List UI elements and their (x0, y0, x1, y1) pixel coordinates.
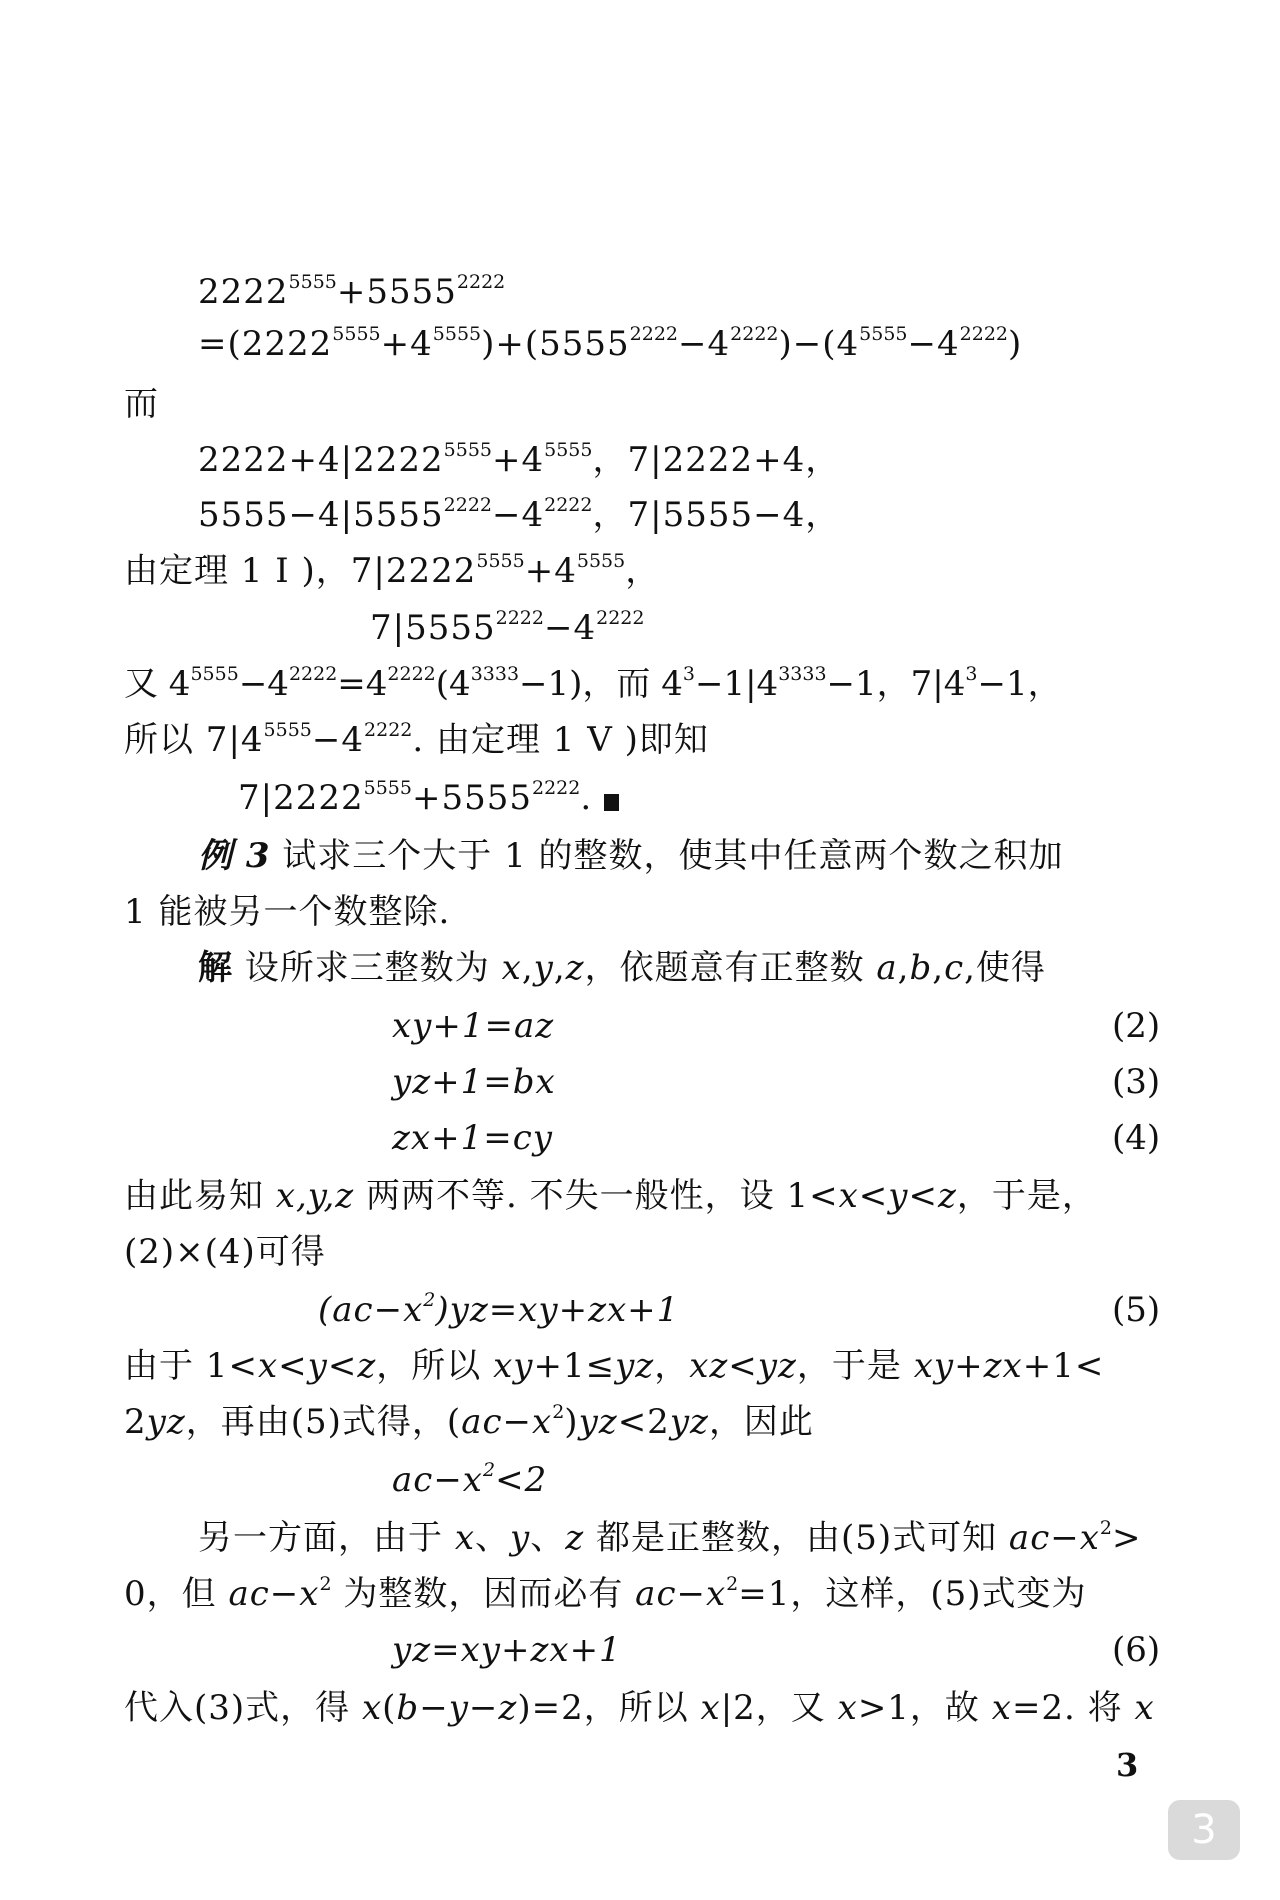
text: <2 (495, 1460, 548, 1500)
variable: ac (635, 1574, 677, 1614)
exponent: 2222 (959, 323, 1009, 345)
solution-paragraph-4 (124, 1402, 814, 1442)
exponent: 2222 (288, 663, 338, 685)
variable: z (357, 1346, 377, 1386)
exponent: 5555 (190, 663, 239, 685)
variable: yz (757, 1346, 797, 1386)
variable: x (838, 1176, 859, 1216)
text: < (327, 1346, 358, 1386)
text: 2 (124, 1402, 147, 1442)
text: ( (382, 1688, 397, 1728)
text: (ac−x (318, 1290, 424, 1330)
equation-5 (318, 1290, 679, 1330)
variable: ac (461, 1402, 503, 1442)
text: ，因此 (708, 1402, 814, 1442)
text: +1< (1022, 1346, 1105, 1386)
text: =1，这样，(5)式变为 (738, 1574, 1087, 1614)
text: > (1112, 1518, 1142, 1558)
text: . (580, 778, 593, 818)
text: 、 (530, 1518, 566, 1558)
exponent: 5555 (443, 439, 492, 461)
exponent: 2222 (443, 494, 492, 516)
text: 7|5555 (370, 608, 496, 648)
variable: x (991, 1688, 1012, 1728)
qed-square-icon (604, 794, 619, 811)
variable: b (909, 948, 933, 988)
text: ，依题意有正整数 (584, 948, 877, 988)
text: −4 (907, 324, 960, 364)
exponent: 2222 (364, 719, 413, 741)
text: < (858, 1176, 889, 1216)
exponent: 3333 (778, 663, 827, 685)
text: −1， (977, 664, 1062, 704)
proof-line-9 (124, 720, 709, 760)
text: =(2222 (198, 324, 333, 364)
text: − (1050, 1518, 1080, 1558)
exponent: 2 (482, 1459, 496, 1481)
proof-line-2 (198, 324, 1022, 364)
exponent: 5555 (859, 323, 908, 345)
text: −4 (678, 324, 731, 364)
proof-line-7 (370, 608, 644, 648)
text: 又 4 (124, 664, 191, 704)
text: , (932, 948, 945, 988)
variable: x (837, 1688, 858, 1728)
text: , (897, 948, 910, 988)
solution-label: 解 (198, 948, 233, 988)
text: −4 (238, 664, 289, 704)
proof-line-1 (198, 272, 505, 312)
variable: xy (493, 1346, 534, 1386)
variable: z (565, 1518, 585, 1558)
text: ) (564, 1402, 579, 1442)
text: 试求三个大于 1 的整数，使其中任意两个数之积加 (270, 836, 1064, 876)
exponent: 2222 (596, 607, 645, 629)
example-line-2: 1 能被另一个数整除. (124, 892, 451, 932)
text: )+(5555 (481, 324, 630, 364)
exponent: 2222 (730, 323, 779, 345)
text: 另一方面，由于 (198, 1518, 455, 1558)
exponent: 5555 (476, 550, 525, 572)
variable: yz (669, 1402, 709, 1442)
text: )yz=xy+zx+1 (435, 1290, 680, 1330)
solution-intro (198, 948, 1046, 988)
proof-line-4 (198, 440, 840, 480)
exponent: 5555 (576, 550, 626, 572)
variable: x (700, 1688, 721, 1728)
text: 由于 1< (124, 1346, 258, 1386)
exponent: 5555 (332, 323, 381, 345)
text: +1≤ (533, 1346, 616, 1386)
exponent: 2 (726, 1573, 739, 1595)
text: 、 (475, 1518, 510, 1558)
text: ，于是 (796, 1346, 914, 1386)
equation-4: zx+1=cy (392, 1118, 553, 1158)
text: 所以 7|4 (124, 720, 264, 760)
proof-line-5 (198, 495, 840, 535)
variable: x (299, 1574, 320, 1614)
variable: b (396, 1688, 420, 1728)
text: . 由定理 1 V )即知 (412, 720, 709, 760)
text: −1)，而 4 (519, 664, 683, 704)
variable: x (1079, 1518, 1100, 1558)
text: )=2，所以 (517, 1688, 701, 1728)
variable: yz (146, 1402, 186, 1442)
text: ，于是， (956, 1176, 1097, 1216)
variable: x (454, 1518, 475, 1558)
text: +4 (524, 551, 577, 591)
variable: z (565, 948, 585, 988)
equation-3: yz+1=bx (392, 1062, 556, 1102)
text: ,使得 (964, 948, 1046, 988)
variable: c (944, 948, 965, 988)
exponent: 2222 (495, 607, 544, 629)
text: 代入(3)式，得 (124, 1688, 362, 1728)
text: −4 (543, 608, 597, 648)
exponent: 5555 (363, 777, 412, 799)
variable: x (257, 1346, 279, 1386)
text: < (278, 1346, 308, 1386)
equation-2: xy+1=az (392, 1006, 555, 1046)
equation-6: yz=xy+zx+1 (392, 1630, 622, 1670)
exponent: 3 (682, 663, 695, 685)
exponent: 2222 (456, 271, 506, 293)
variable: ac (228, 1574, 270, 1614)
text: ) (1008, 324, 1023, 364)
text: , (521, 948, 534, 988)
text: − (502, 1402, 533, 1442)
text: 7|2222 (238, 778, 364, 818)
proof-line-10 (238, 778, 619, 818)
variable: x (532, 1402, 553, 1442)
variable: x (361, 1688, 383, 1728)
exponent: 2 (423, 1289, 436, 1311)
solution-paragraph-5 (198, 1518, 1142, 1558)
text: + (954, 1346, 984, 1386)
exponent: 2222 (387, 663, 436, 685)
variable: x,y,z (275, 1176, 355, 1216)
text: )−(4 (778, 324, 860, 364)
exponent: 2 (319, 1573, 332, 1595)
exponent: 2222 (544, 494, 593, 516)
text: −1，7|4 (826, 664, 966, 704)
text: 由定理 1 I )，7|2222 (124, 551, 477, 591)
text: 两两不等. 不失一般性，设 1< (354, 1176, 839, 1216)
variable: z (498, 1688, 518, 1728)
solution-paragraph-3 (124, 1346, 1104, 1386)
exponent: 5555 (432, 323, 482, 345)
variable: y (307, 1346, 328, 1386)
text: +5555 (411, 778, 532, 818)
equation-number-2: (2) (1112, 1006, 1161, 1046)
solution-paragraph-6 (124, 1574, 1087, 1614)
variable: y (510, 1518, 531, 1558)
text: −4 (492, 495, 545, 535)
text: − (468, 1688, 499, 1728)
text: |2，又 (720, 1688, 838, 1728)
text: , (553, 948, 566, 988)
text: ， (625, 551, 661, 591)
solution-paragraph-2: (2)×(4)可得 (124, 1232, 326, 1272)
text: 为整数，因而必有 (331, 1574, 636, 1614)
example-label: 例 3 (198, 836, 271, 876)
text: ac−x (392, 1460, 483, 1500)
variable: yz (615, 1346, 655, 1386)
proof-line-6 (124, 551, 660, 591)
example-line-1 (198, 836, 1064, 876)
text: 设所求三整数为 (233, 948, 502, 988)
text: ，所以 (376, 1346, 494, 1386)
text: < (728, 1346, 758, 1386)
variable: y (888, 1176, 909, 1216)
text: >1，故 (857, 1688, 992, 1728)
proof-line-8 (124, 664, 1062, 704)
exponent: 2222 (629, 323, 679, 345)
variable: y (533, 948, 554, 988)
text: − (419, 1688, 449, 1728)
variable: x (1134, 1688, 1155, 1728)
equation-number-5: (5) (1112, 1290, 1161, 1330)
page-number: 3 (1116, 1746, 1139, 1784)
text: − (269, 1574, 300, 1614)
variable: zx (983, 1346, 1023, 1386)
variable: yz (578, 1402, 618, 1442)
text: − (676, 1574, 706, 1614)
variable: x (501, 948, 522, 988)
text: (4 (435, 664, 471, 704)
text: 由此易知 (124, 1176, 276, 1216)
solution-paragraph-7 (124, 1688, 1155, 1728)
variable: y (448, 1688, 469, 1728)
equation-number-6: (6) (1112, 1630, 1161, 1670)
text: =2. 将 (1011, 1688, 1135, 1728)
text: ，再由(5)式得，( (185, 1402, 462, 1442)
text: +5555 (336, 272, 457, 312)
text: +4 (492, 440, 545, 480)
exponent: 3333 (470, 663, 520, 685)
text: 5555−4|5555 (198, 495, 444, 535)
exponent: 3 (965, 663, 978, 685)
variable: a (876, 948, 898, 988)
text: −1|4 (694, 664, 779, 704)
text: ， (654, 1346, 690, 1386)
text: <2 (617, 1402, 670, 1442)
equation-number-3: (3) (1112, 1062, 1161, 1102)
variable: z (937, 1176, 957, 1216)
exponent: 2 (1099, 1517, 1113, 1539)
inequality (392, 1460, 547, 1500)
text: ，7|2222+4， (592, 440, 841, 480)
variable: xy (913, 1346, 955, 1386)
text: 2222 (198, 272, 289, 312)
text: < (908, 1176, 938, 1216)
variable: ac (1008, 1518, 1051, 1558)
exponent: 2222 (532, 777, 581, 799)
exponent: 5555 (288, 271, 337, 293)
equation-number-4: (4) (1112, 1118, 1161, 1158)
variable: x (705, 1574, 727, 1614)
exponent: 5555 (544, 439, 593, 461)
text: 0，但 (124, 1574, 229, 1614)
text: 2222+4|2222 (198, 440, 444, 480)
exponent: 5555 (263, 719, 312, 741)
text: −4 (311, 720, 365, 760)
solution-paragraph-1 (124, 1176, 1097, 1216)
exponent: 2 (552, 1401, 565, 1423)
text: =4 (337, 664, 388, 704)
text: +4 (380, 324, 433, 364)
text: 都是正整数，由(5)式可知 (584, 1518, 1009, 1558)
page-indicator-badge[interactable]: 3 (1168, 1800, 1240, 1860)
variable: xz (689, 1346, 729, 1386)
text: ，7|5555−4， (592, 495, 841, 535)
proof-line-3: 而 (124, 384, 159, 424)
